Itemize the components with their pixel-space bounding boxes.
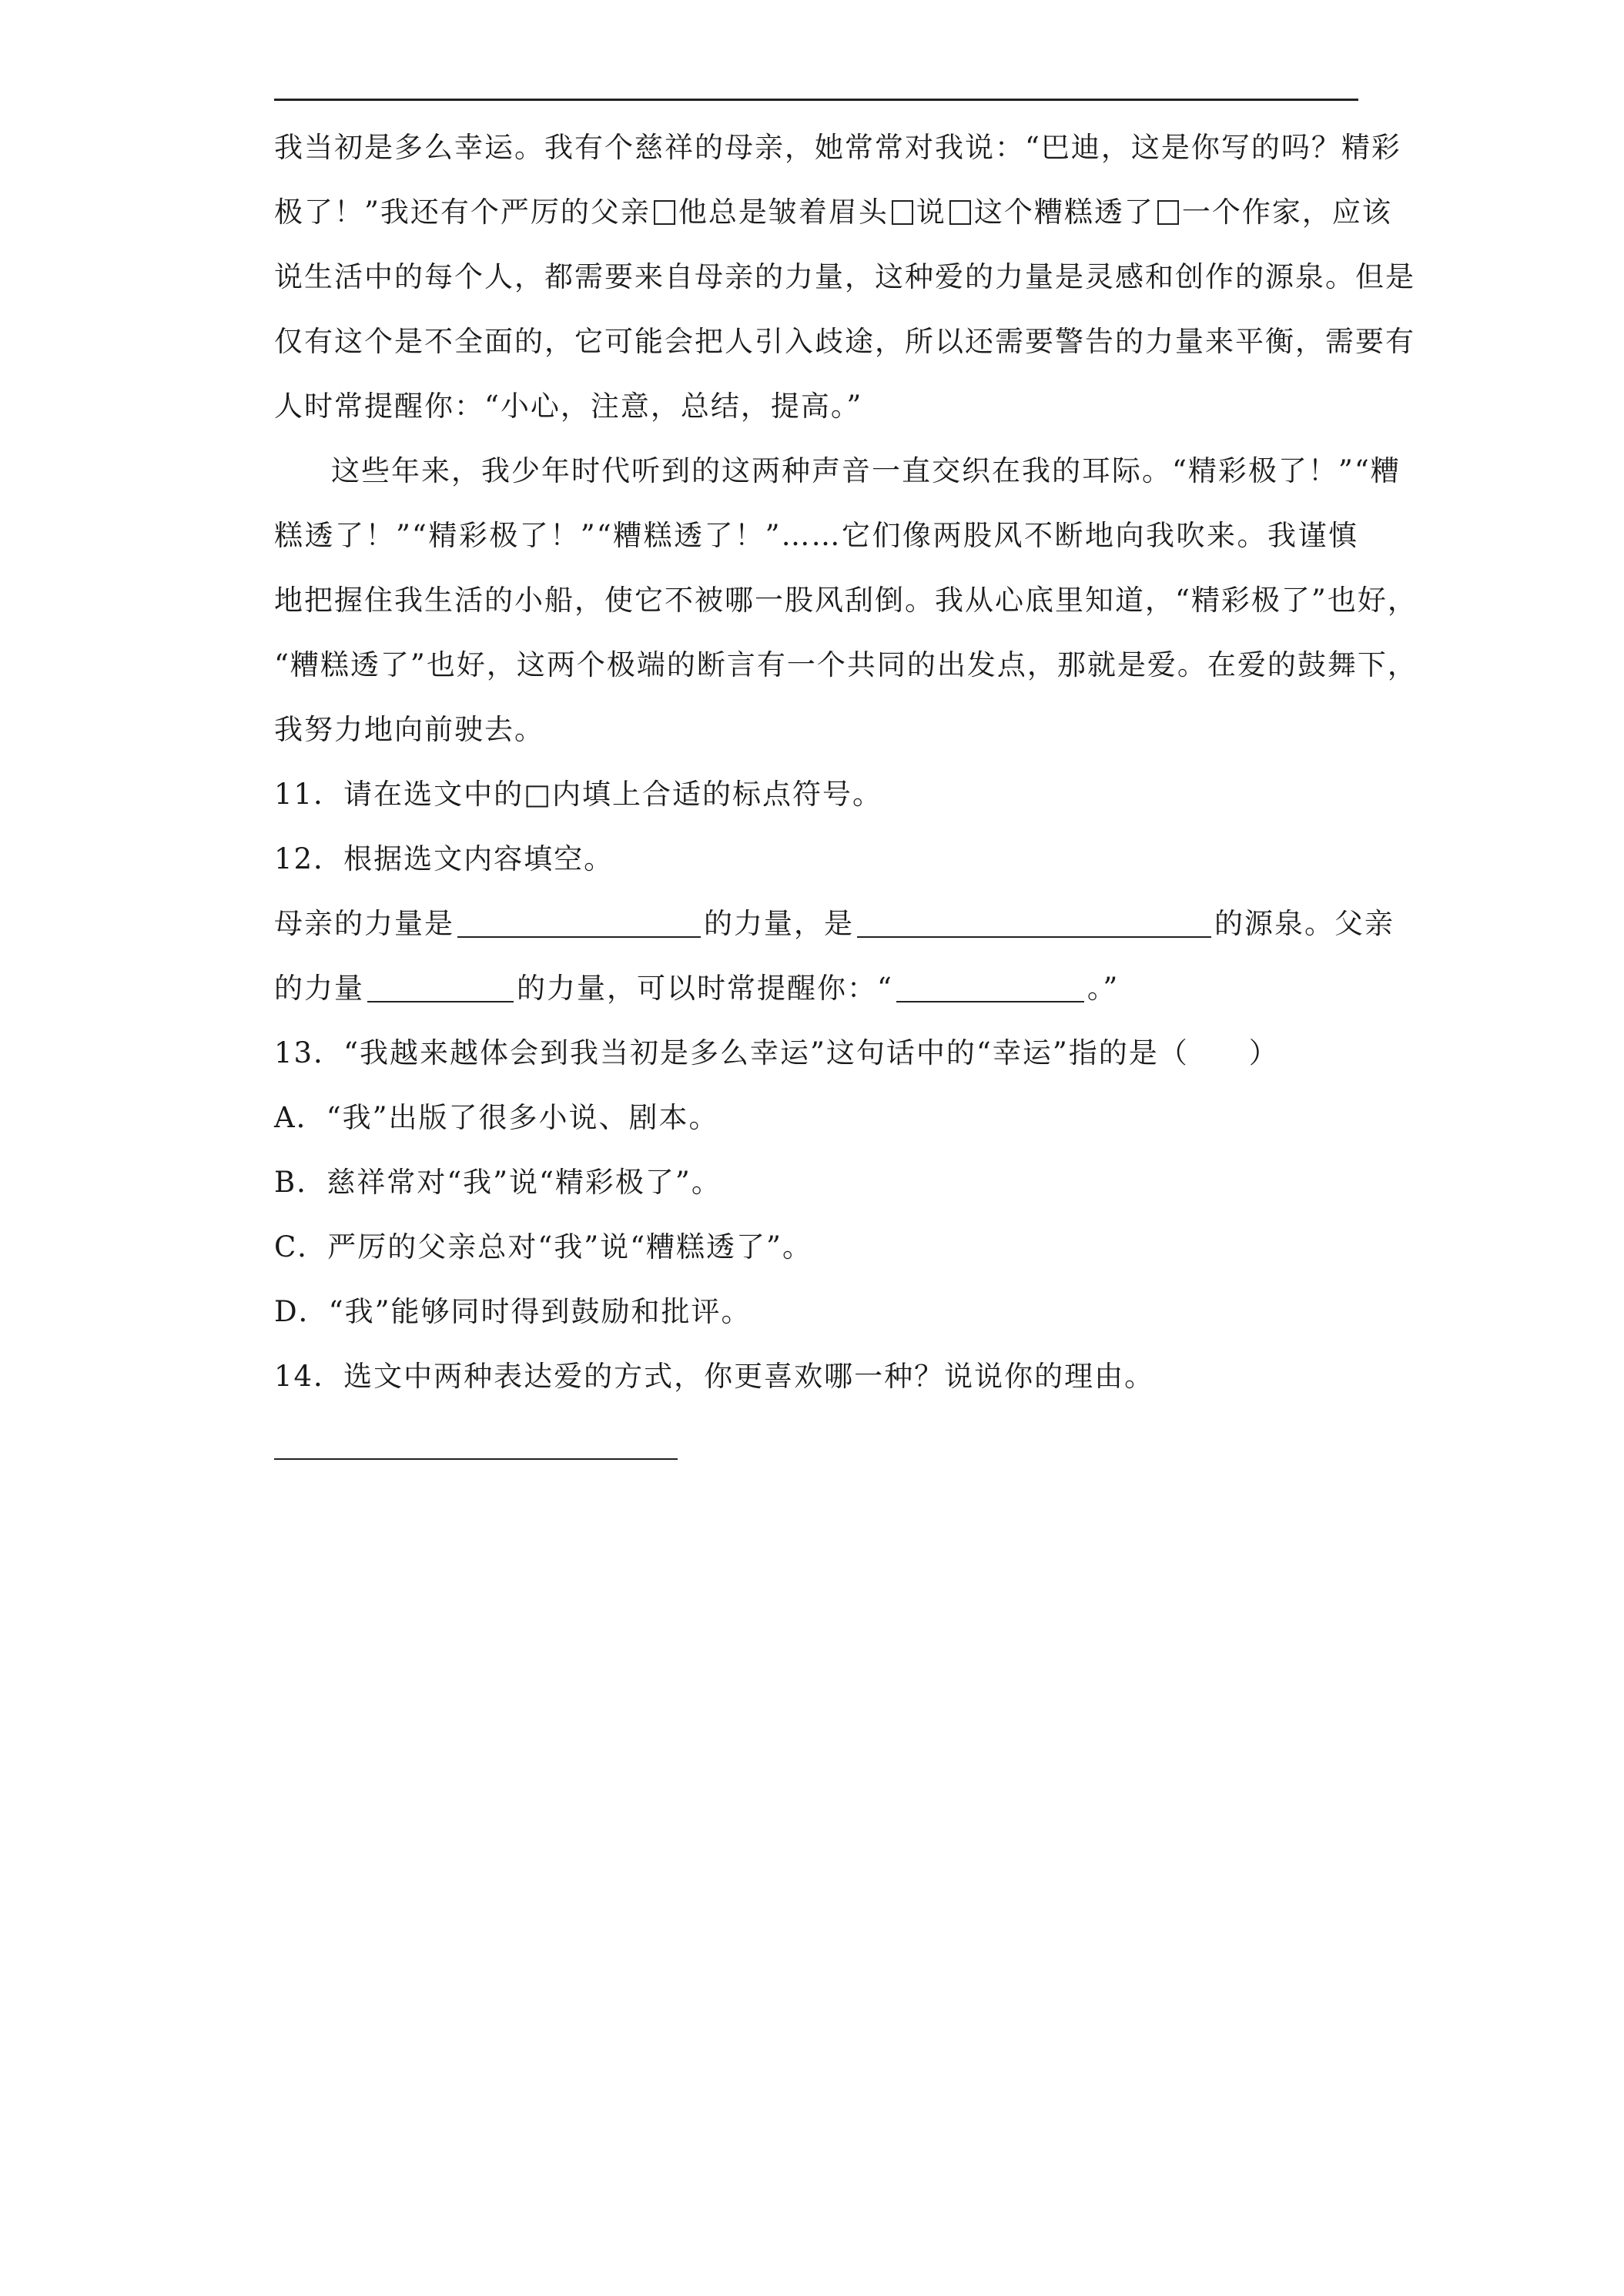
- fill-line: 的力量 的力量，可以时常提醒你：“ 。”: [274, 972, 1120, 1005]
- option-d[interactable]: D．“我”能够同时得到鼓励和批评。: [274, 1295, 752, 1328]
- text-line: 我努力地向前驶去。: [274, 713, 544, 746]
- punctuation-blank-box[interactable]: [892, 200, 913, 225]
- text-line: 地把握住我生活的小船，使它不被哪一股风刮倒。我从心底里知道，“精彩极了”也好，: [274, 584, 1418, 617]
- answer-blank[interactable]: [857, 913, 1211, 938]
- answer-blank[interactable]: [457, 913, 701, 938]
- document-body: [274, 115, 1418, 1409]
- answer-blank[interactable]: [896, 978, 1084, 1002]
- fill-line: 母亲的力量是 的力量，是 的源泉。父亲: [274, 907, 1395, 940]
- passage-paragraph-2: [274, 439, 1418, 762]
- question-12-title: 12．根据选文内容填空。: [274, 842, 614, 875]
- question-13-title: 13．“我越来越体会到我当初是多么幸运”这句话中的“幸运”指的是（ ）: [274, 1036, 1279, 1069]
- option-b[interactable]: B．慈祥常对“我”说“精彩极了”。: [274, 1166, 722, 1199]
- answer-blank-line[interactable]: [274, 1458, 678, 1460]
- header-rule: [274, 99, 1358, 101]
- question-11: 11．请在选文中的□内填上合适的标点符号。: [274, 778, 883, 811]
- text-line: 极了！”我还有个严厉的父亲 他总是皱着眉头 说 这个糟糕透了 一个作家，应该: [274, 196, 1392, 229]
- question-13: [274, 1021, 1358, 1344]
- punctuation-blank-box[interactable]: [949, 200, 971, 225]
- text-line: 仅有这个是不全面的，它可能会把人引入歧途，所以还需要警告的力量来平衡，需要有: [274, 325, 1415, 358]
- question-12: [274, 827, 1395, 1021]
- text-line: 人时常提醒你：“小心，注意，总结，提高。”: [274, 390, 863, 423]
- text-line: 糕透了！”“精彩极了！”“糟糕透了！”……它们像两股风不断地向我吹来。我谨慎: [274, 519, 1358, 552]
- punctuation-blank-box[interactable]: [654, 200, 675, 225]
- text-line: 我当初是多么幸运。我有个慈祥的母亲，她常常对我说：“巴迪，这是你写的吗？精彩: [274, 131, 1401, 164]
- punctuation-blank-box[interactable]: [1157, 200, 1179, 225]
- question-14: 14．选文中两种表达爱的方式，你更喜欢哪一种？说说你的理由。: [274, 1360, 1155, 1393]
- option-a[interactable]: A．“我”出版了很多小说、剧本。: [274, 1101, 719, 1134]
- text-line: 说生活中的每个人，都需要来自母亲的力量，这种爱的力量是灵感和创作的源泉。但是: [274, 260, 1415, 293]
- text-line: 这些年来，我少年时代听到的这两种声音一直交织在我的耳际。“精彩极了！”“糟: [331, 454, 1401, 487]
- answer-blank[interactable]: [367, 978, 514, 1002]
- text-line: “糟糕透了”也好，这两个极端的断言有一个共同的出发点，那就是爱。在爱的鼓舞下，: [274, 648, 1418, 681]
- option-c[interactable]: C．严厉的父亲总对“我”说“糟糕透了”。: [274, 1230, 812, 1263]
- passage-paragraph-1: [274, 115, 1415, 439]
